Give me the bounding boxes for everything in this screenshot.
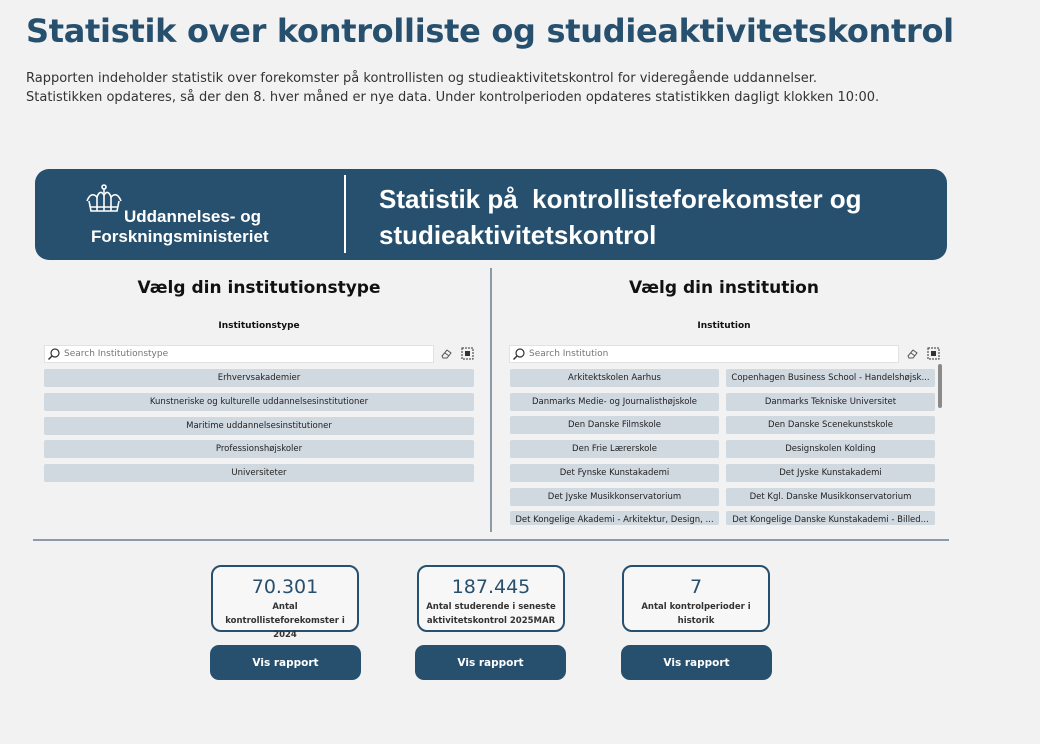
institution-type-item[interactable]: Maritime uddannelsesinstitutioner [44, 417, 474, 435]
page-title: Statistik over kontrolliste og studieaktivitetskontrol [26, 12, 954, 50]
institution-type-heading: Vælg din institutionstype [137, 278, 381, 298]
eraser-icon[interactable] [906, 347, 919, 360]
kpi-label: Antal kontrollisteforekomster i 2024 [225, 602, 345, 640]
vis-rapport-button-kontrolliste[interactable]: Vis rapport [210, 645, 361, 680]
institution-search[interactable] [509, 345, 899, 363]
institution-item[interactable]: Det Fynske Kunstakademi [510, 464, 719, 482]
institution-type-search-input[interactable] [64, 349, 394, 359]
institution-item[interactable]: Det Kongelige Akademi - Arkitektur, Design, ... [510, 511, 719, 525]
kpi-label: Antal kontrolperioder i historik [641, 602, 751, 626]
institution-type-item[interactable]: Universiteter [44, 464, 474, 482]
eraser-icon[interactable] [440, 347, 453, 360]
institution-search-input[interactable] [529, 349, 859, 359]
vis-rapport-button-kontrolperioder[interactable]: Vis rapport [621, 645, 772, 680]
institution-type-item[interactable]: Professionshøjskoler [44, 440, 474, 458]
kpi-value: 70.301 [251, 576, 319, 598]
banner-divider [344, 175, 346, 253]
institution-item[interactable]: Den Frie Lærerskole [510, 440, 719, 458]
institution-item[interactable]: Copenhagen Business School - Handelshøjsk... [726, 369, 935, 387]
institution-type-search[interactable] [44, 345, 434, 363]
banner [35, 169, 947, 260]
institution-item[interactable]: Danmarks Medie- og Journalisthøjskole [510, 393, 719, 411]
kpi-card-studerende [417, 565, 565, 632]
institution-item[interactable]: Det Kgl. Danske Musikkonservatorium [726, 488, 935, 506]
description-line-2: Statistikken opdateres, så der den 8. hver måned er nye data. Under kontrolperioden opdateres statistikken dagligt klokken 10:00. [26, 90, 880, 105]
kpi-value: 187.445 [451, 576, 531, 598]
select-all-icon[interactable] [461, 347, 474, 360]
logo-line-1: Uddannelses- og [124, 207, 261, 226]
institution-heading: Vælg din institution [629, 278, 819, 298]
search-icon [512, 347, 526, 361]
banner-title: Statistik på kontrollisteforekomster og studieaktivitetskontrol [379, 184, 862, 250]
ministry-logo-text [91, 207, 269, 247]
institution-item[interactable]: Danmarks Tekniske Universitet [726, 393, 935, 411]
institution-item[interactable]: Det Kongelige Danske Kunstakademi - Billed... [726, 511, 935, 525]
institution-scrollbar[interactable] [938, 364, 942, 408]
institution-item[interactable]: Den Danske Scenekunstskole [726, 416, 935, 434]
institution-type-slicer-title: Institutionstype [218, 321, 300, 331]
institution-item[interactable]: Det Jyske Musikkonservatorium [510, 488, 719, 506]
description-line-1: Rapporten indeholder statistik over forekomster på kontrollisten og studieaktivitetskontrol for videregående uddannelser. [26, 71, 818, 86]
institution-item[interactable]: Det Jyske Kunstakademi [726, 464, 935, 482]
section-divider [33, 539, 949, 541]
institution-item[interactable]: Den Danske Filmskole [510, 416, 719, 434]
institution-type-item[interactable]: Kunstneriske og kulturelle uddannelsesinstitutioner [44, 393, 474, 411]
institution-type-item[interactable]: Erhvervsakademier [44, 369, 474, 387]
panel-divider [490, 268, 492, 532]
search-icon [47, 347, 61, 361]
kpi-label: Antal studerende i seneste aktivitetskontrol 2025MAR [426, 602, 556, 626]
institution-slicer-title: Institution [697, 321, 751, 331]
logo-line-2: Forskningsministeriet [91, 227, 269, 246]
kpi-value: 7 [689, 576, 703, 598]
kpi-card-kontrolperioder [622, 565, 770, 632]
vis-rapport-button-studerende[interactable]: Vis rapport [415, 645, 566, 680]
page-description [26, 69, 879, 107]
institution-item[interactable]: Designskolen Kolding [726, 440, 935, 458]
kpi-card-kontrolliste [211, 565, 359, 640]
institution-item[interactable]: Arkitektskolen Aarhus [510, 369, 719, 387]
select-all-icon[interactable] [927, 347, 940, 360]
